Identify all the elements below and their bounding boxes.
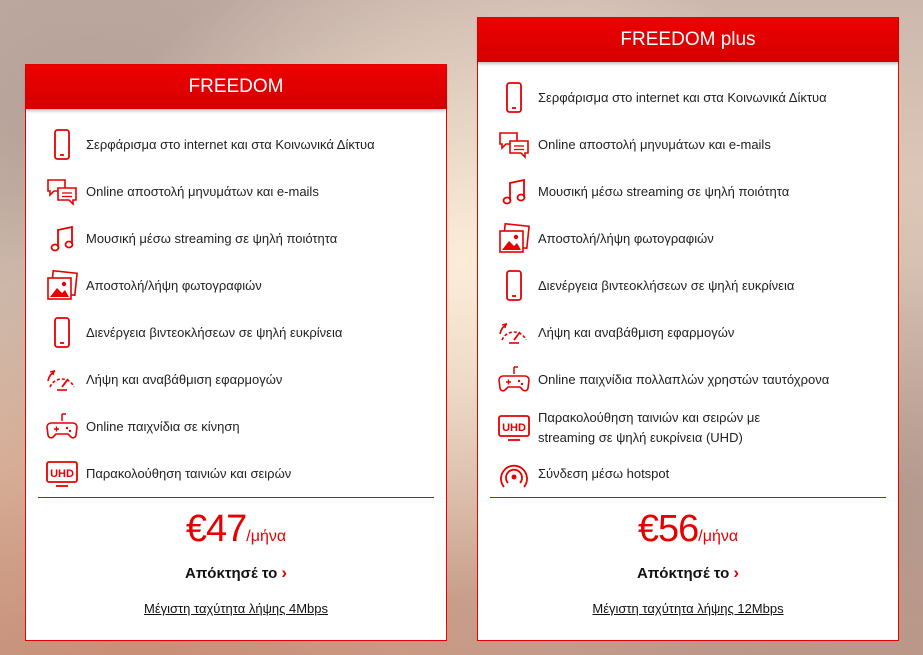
feature-item: [44, 221, 424, 257]
feature-text: Λήψη και αναβάθμιση εφαρμογών: [538, 325, 735, 340]
get-it-button[interactable]: [478, 563, 898, 583]
cta-label: Απόκτησέ το: [636, 565, 730, 582]
feature-text: Online παιχνίδια πολλαπλών χρηστών ταυτόχρονα: [538, 372, 830, 387]
feature-item: [44, 268, 424, 304]
feature-item: [496, 362, 876, 398]
max-speed-link[interactable]: Μέγιστη ταχύτητα λήψης 4Mbps: [144, 601, 328, 616]
chevron-right-icon: ›: [733, 563, 739, 582]
divider: [38, 497, 434, 498]
feature-item: [496, 127, 876, 163]
feature-item: [44, 456, 424, 492]
feature-item: [496, 268, 876, 304]
feature-text: Λήψη και αναβάθμιση εφαρμογών: [86, 372, 283, 387]
photos-icon: [44, 268, 80, 304]
feature-text: Online παιχνίδια σε κίνηση: [86, 419, 240, 434]
plan-title: FREEDOM plus: [478, 18, 898, 62]
cta-label: Απόκτησέ το: [184, 565, 278, 582]
feature-text: Μουσική μέσω streaming σε ψηλή ποιότητα: [86, 231, 338, 246]
feature-text: Διενέργεια βιντεοκλήσεων σε ψηλή ευκρίνεια: [538, 278, 795, 293]
smartphone-icon: [44, 127, 80, 163]
smartphone-icon: [496, 268, 532, 304]
feature-text: Αποστολή/λήψη φωτογραφιών: [86, 278, 262, 293]
download-speed-icon: [44, 362, 80, 398]
gamepad-icon: [496, 362, 532, 398]
feature-item: [44, 174, 424, 210]
price-period: /μήνα: [698, 528, 739, 545]
gamepad-icon: [44, 409, 80, 445]
price-period: /μήνα: [246, 528, 287, 545]
music-note-icon: [44, 221, 80, 257]
price: [478, 508, 898, 551]
hotspot-icon: [496, 456, 532, 492]
feature-text: Αποστολή/λήψη φωτογραφιών: [538, 231, 714, 246]
plan-title: FREEDOM: [26, 65, 446, 109]
feature-text: Online αποστολή μηνυμάτων και e-mails: [538, 137, 771, 152]
feature-item: [496, 80, 876, 116]
price: [26, 508, 446, 551]
feature-text: Διενέργεια βιντεοκλήσεων σε ψηλή ευκρίνεια: [86, 325, 343, 340]
photos-icon: [496, 221, 532, 257]
feature-text: Online αποστολή μηνυμάτων και e-mails: [86, 184, 319, 199]
feature-item: [496, 221, 876, 257]
feature-text: Σύνδεση μέσω hotspot: [538, 466, 670, 481]
feature-item: [496, 315, 876, 351]
max-speed-link[interactable]: Μέγιστη ταχύτητα λήψης 12Mbps: [592, 601, 784, 616]
plan-card-freedom-plus: [477, 17, 899, 641]
price-amount: €56: [637, 508, 699, 550]
get-it-button[interactable]: [26, 563, 446, 583]
uhd-tv-icon: [44, 456, 80, 492]
feature-item: [496, 456, 876, 492]
chat-bubbles-icon: [496, 127, 532, 163]
feature-item: [44, 362, 424, 398]
feature-item: [496, 174, 876, 210]
feature-item: [44, 409, 424, 445]
smartphone-icon: [44, 315, 80, 351]
feature-text: Σερφάρισμα στο internet και στα Κοινωνικά Δίκτυα: [538, 90, 827, 105]
divider: [490, 497, 886, 498]
chat-bubbles-icon: [44, 174, 80, 210]
feature-text: Παρακολούθηση ταινιών και σειρών: [86, 466, 292, 481]
feature-item: [496, 408, 796, 448]
chevron-right-icon: ›: [281, 563, 287, 582]
smartphone-icon: [496, 80, 532, 116]
price-amount: €47: [185, 508, 247, 550]
uhd-tv-icon: [496, 410, 532, 446]
feature-text: Σερφάρισμα στο internet και στα Κοινωνικά Δίκτυα: [86, 137, 375, 152]
feature-text: Παρακολούθηση ταινιών και σειρών με streaming σε ψηλή ευκρίνεια (UHD): [538, 410, 761, 445]
feature-item: [44, 127, 424, 163]
music-note-icon: [496, 174, 532, 210]
download-speed-icon: [496, 315, 532, 351]
plan-card-freedom: [25, 64, 447, 641]
feature-text: Μουσική μέσω streaming σε ψηλή ποιότητα: [538, 184, 790, 199]
feature-item: [44, 315, 424, 351]
